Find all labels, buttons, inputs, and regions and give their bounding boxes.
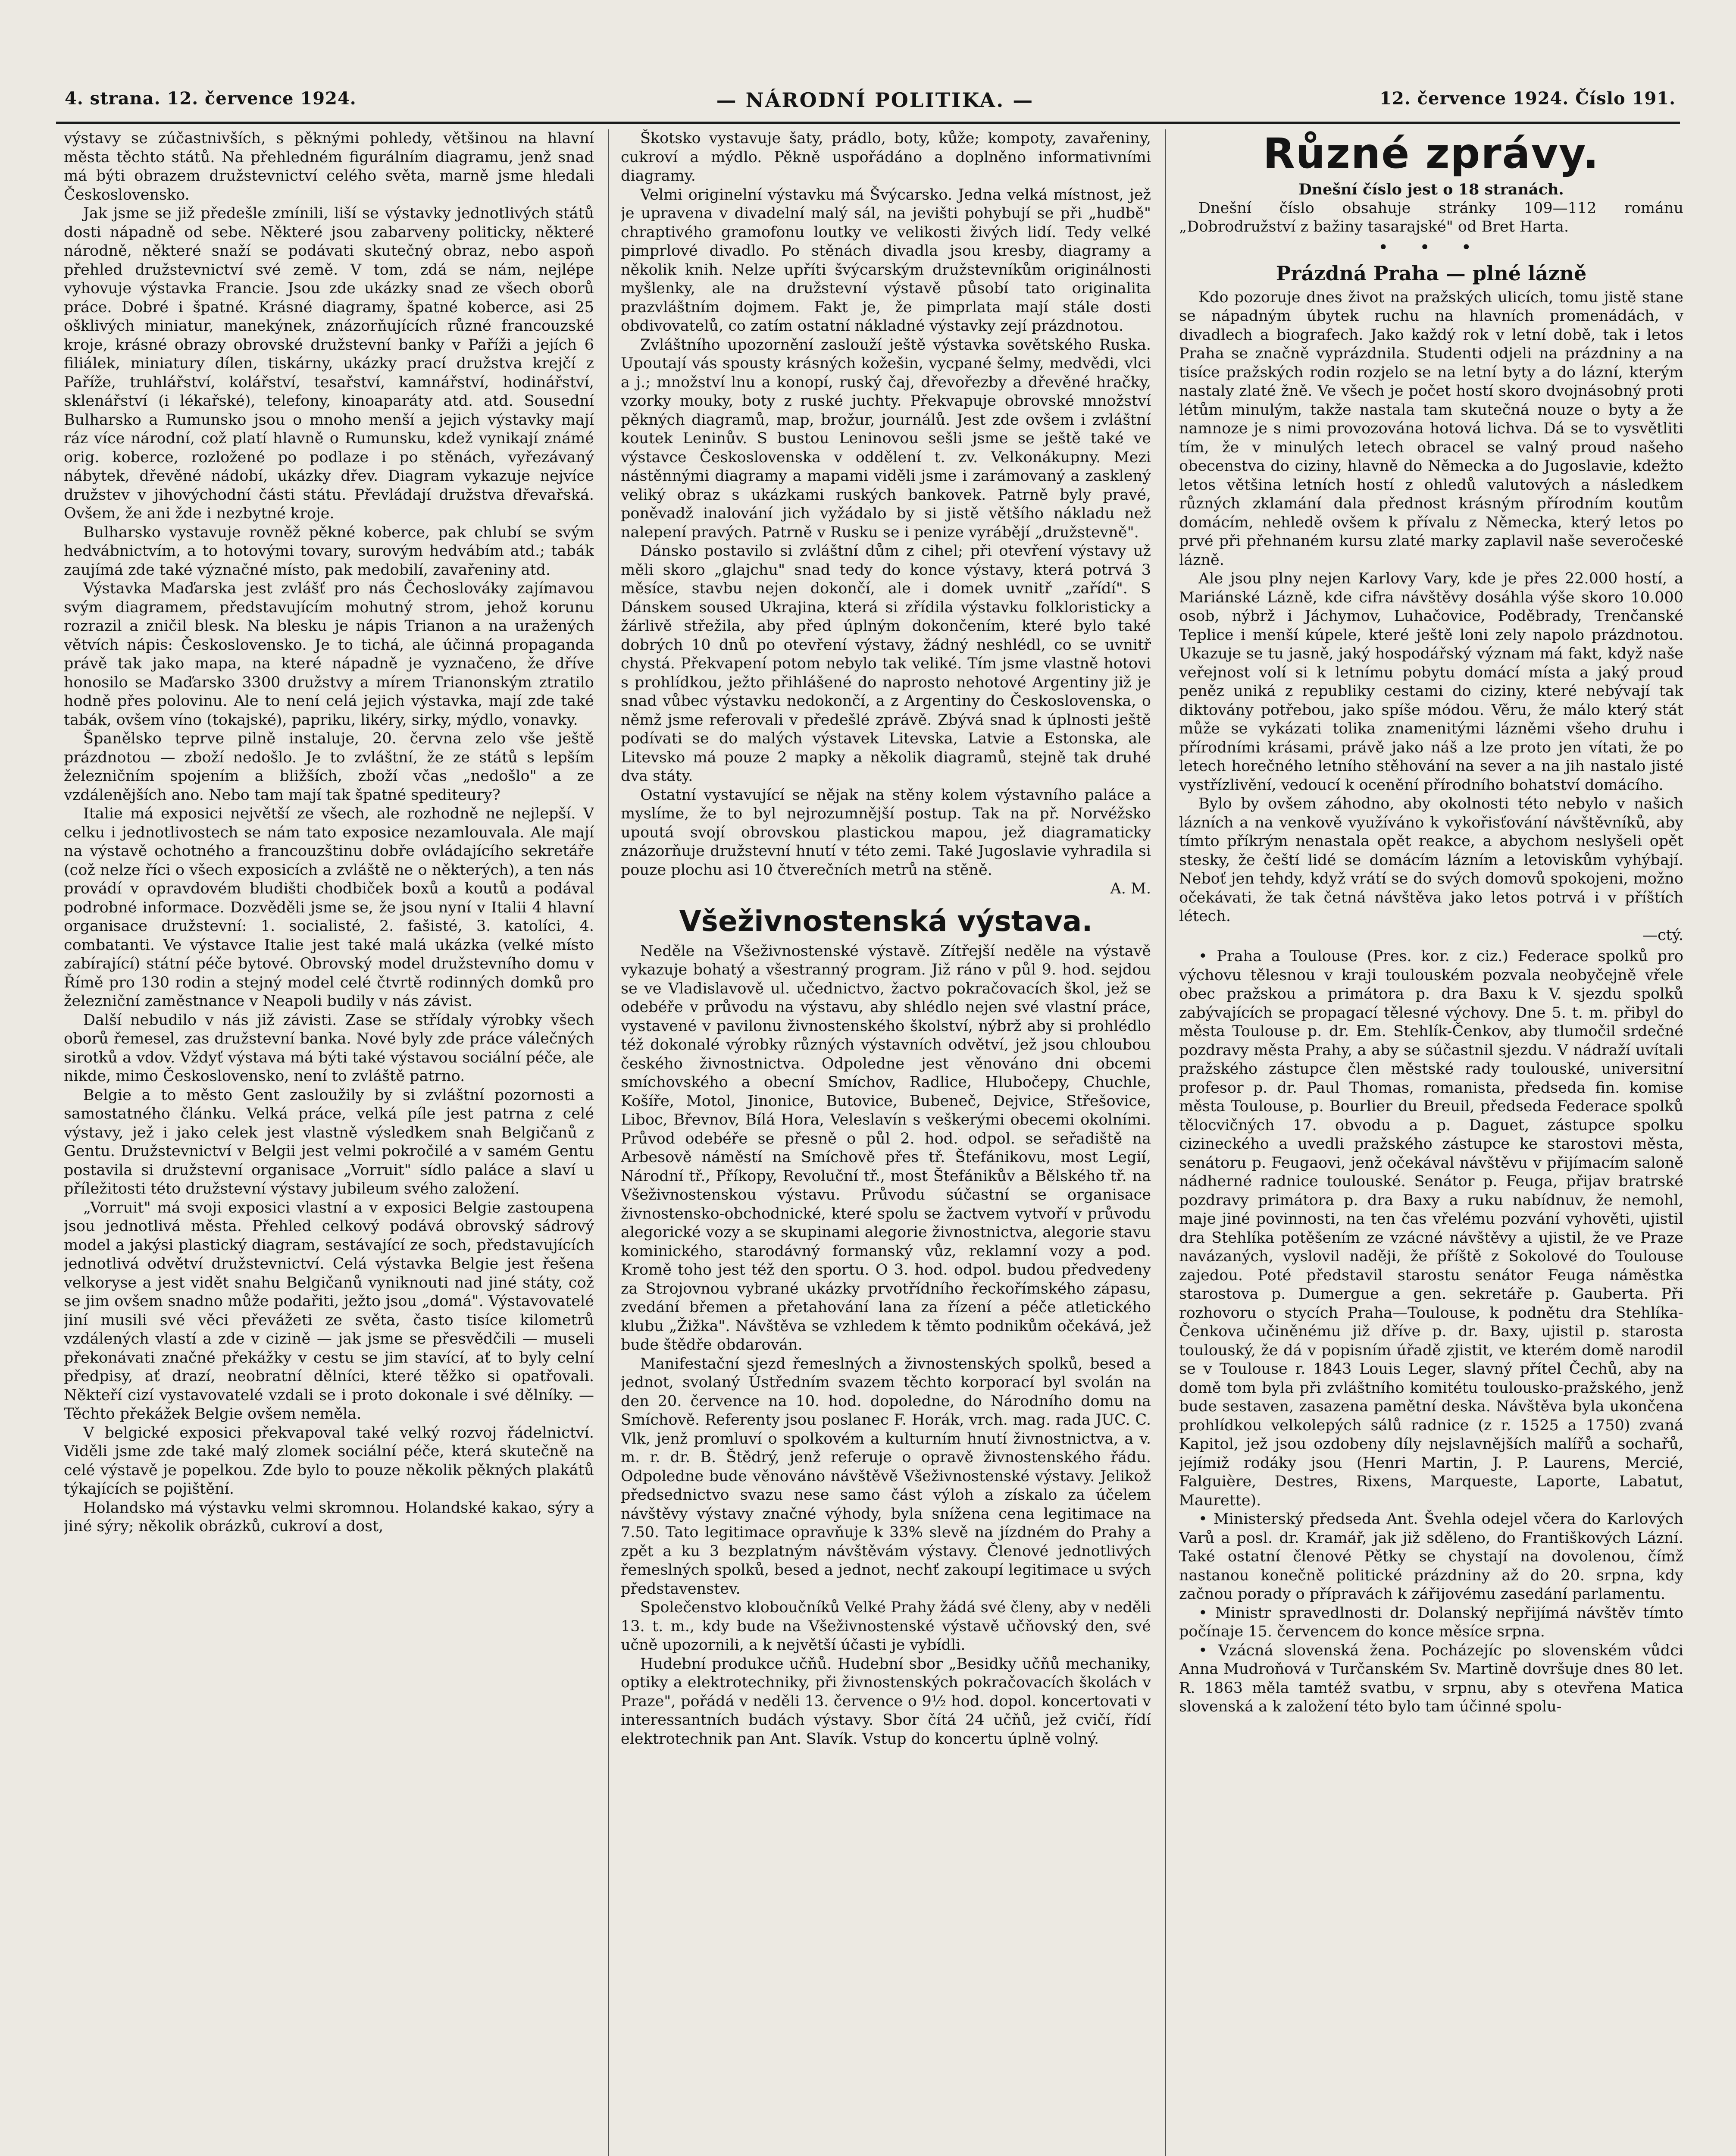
column-divider [1165, 129, 1166, 2156]
news-item: Manifestační sjezd řemeslných a živnostenských spolků, besed a jednot, svolaný Ústředním svazem těchto korporací byl svolán na den 20. července na 10. hod. dopoledne, do Národního domu na Smíchově. Referenty jsou poslanec F. Horák, vrch. mag. rada JUC. C. Vlk, jenž promluví o spolkovém a kulturním hnutí živnostnictva, a v. m. r. dr. B. Štědrý, jenž referuje o opravě živnostenského řádu. Odpoledne bude věnováno návštěvě Všeživnostenské výstavy. Jelikož předsednictvo svazu nese samo část výloh a získalo za účelem návštěvy výstavy značné výhody, byla snížena cena legitimace na 7.50. Tato legitimace opravňuje k 33% slevě na jízdném do Prahy a zpět a ku 3 bezplatným návštěvám výstavy. Členové jednotlivých řemeslných spolků, besed a jednot, nechť zakoupí legitimace u svých představenstev. [621, 1355, 1151, 1598]
header-left: 4. strana. 12. července 1924. [65, 88, 357, 109]
column-divider [608, 129, 609, 2156]
page-section-title: Různé zprávy. [1263, 129, 1600, 178]
news-item: • Ministr spravedlnosti dr. Dolanský nepřijímá návštěv tímto počínaje 15. červencem do konce měsíce srpna. [1179, 1604, 1683, 1640]
header-right: 12. července 1924. Číslo 191. [1379, 88, 1676, 109]
article-paragraph: Ostatní vystavující se nějak na stěny kolem výstavního paláce a myslíme, že to byl nejrozumnější postup. Tak na př. Norvéžsko upoutá svojí obrovskou plastickou mapou, jež diagramaticky znázorňuje družstevní hnutí v této zemi. Také Jugoslavie vyhradila si pouze plochu asi 10 čtverečních metrů na stěně. [621, 786, 1151, 879]
article-paragraph: Zvláštního upozornění zaslouží ještě výstavka sovětského Ruska. Upoutají vás spousty krásných kožešin, vycpané šelmy, medvědi, vlci a j.; množství lnu a konopí, ruský čaj, dřevořezby a dřevěné hračky, vzorky mouky, boty z ruské juchty. Překvapuje obrovské množství pěkných diagramů, map, brožur, journálů. Jest zde ovšem i zvláštní koutek Leninův. S bustou Leninovou sešli jsme se ještě také ve výstavce Československa v oddělení t. zv. Velkonákupny. Mezi nástěnnými diagramy a mapami viděli jsme i zarámovaný a zasklený veliký obraz s ukázkami ruských bankovek. Patrně byly pravé, poněvadž inalování jich vyžádalo by si jistě většího nákladu než nalepení pravých. Patrně v Rusku se i penize vyrábějí „družstevně". [621, 336, 1151, 541]
notice-text: Dnešní číslo obsahuje stránky 109—112 románu „Dobrodružství z bažiny tasarajské" od Bret Harta. [1179, 199, 1683, 235]
header-rule [56, 122, 1680, 124]
article-paragraph: výstavy se zúčastnivších, s pěknými pohledy, většinou na hlavní města těchto států. Na přehledném figurálním diagramu, jenž snad má býti obrazem družstevnictví celého světa, marně jsme hledali Československo. [64, 130, 594, 204]
news-item: • Vzácná slovenská žena. Pocházejíc po slovenském vůdci Anna Mudroňová v Turčanském Sv. Martině dovršuje dnes 80 let. R. 1863 měla tamtéž svatbu, v srpnu, aby s otevřena Matica slovenská a k založení této bylo tam účinné spolu- [1179, 1642, 1683, 1715]
article-signature: A. M. [1110, 880, 1151, 897]
article-signature: —ctý. [1642, 926, 1683, 944]
article-paragraph: Ale jsou plny nejen Karlovy Vary, kde je přes 22.000 hostí, a Mariánské Lázně, kde cifra návštěvy dosáhla výše skoro 10.000 osob, nýbrž i Jáchymov, Luhačovice, Poděbrady, Trenčanské Teplice i menší kúpele, které ještě loni zely napolo prázdnotou. Ukazuje se tu jasně, jaký hospodářský význam má fakt, když naše veřejnost volí si k letnímu pobytu domácí místa a jaký proud peněz uniká z republiky cestami do ciziny, které nebývají tak diktovány potřebou, jako spíše módou. Věru, že málo který stát může se vykázati tolika znamenitými lázněmi všeho druhu i přírodními krásami, právě jako náš a lze proto jen vítati, že po letech horečného letního stěhování na sever a na jih nastalo jisté vystřízlivění, vedoucí k ocenění přírodního bohatství domácího. [1179, 570, 1683, 794]
article-paragraph: Další nebudilo v nás již závisti. Zase se střídaly výrobky všech oborů řemesel, zas družstevní banka. Nové byly zde práce válečných sirotků a vdov. Vždyť výstava má býti také výstavou sociální péče, ale nikde, mimo Československo, není to zvláště patrno. [64, 1011, 594, 1085]
article-paragraph: Belgie a to město Gent zasloužily by si zvláštní pozornosti a samostatného článku. Velká práce, velká píle jest patrna z celé výstavy, jež i jako celek jest vlastně výsledkem snah Belgičanů z Gentu. Družstevnictví v Belgii jest velmi pokročilé a v samém Gentu postavila si družstevní organisace „Vorruit" sídlo paláce a slaví u příležitosti této družstevní výstavy jubileum svého založení. [64, 1086, 594, 1197]
article-paragraph: Škotsko vystavuje šaty, prádlo, boty, kůže; kompoty, zavařeniny, cukroví a mýdlo. Pěkně uspořádáno a doplněno informativními diagramy. [621, 130, 1151, 185]
article-paragraph: V belgické exposici překvapoval také velký rozvoj řádelnictví. Viděli jsme zde také malý zlomek sociální péče, která skutečně na celé výstavě je popelkou. Zde bylo to pouze několik pěkných plakátů týkajících se pojištění. [64, 1424, 594, 1498]
news-item: • Praha a Toulouse (Pres. kor. z ciz.) Federace spolků pro výchovu tělesnou v kraji toulouském pozvala neobyčejně vřele obec pražskou a primátora p. dra Baxu k V. sjezdu spolků zabývajících se propagací tělesné výchovy. Dne 5. t. m. přibyl do města Toulouse p. dr. Em. Stehlík-Čenkov, aby tlumočil srdečné pozdravy města Prahy, a aby se súčastnil sjezdu. V nádraží uvítali pražského zástupce člen městské rady toulouské, universitní profesor p. dr. Paul Thomas, romanista, předseda fin. komise města Toulouse, p. Bourlier du Breuil, předseda Federace spolků tělocvičných 17. obvodu a p. Daguet, zástupce spolku cizineckého a uvedli pražského zástupce ke starostovi města, senátoru p. Feugaovi, jenž očekával návštěvu v přijímacím saloně nádherné radnice toulouské. Senátor p. Feuga, přijav bratrské pozdravy primátora p. dra Baxy a ruku nabídnuv, že nemohl, maje jiné povinnosti, na ten čas vřelému pozvání vyhověti, ujistil dra Stehlíka potěšením ze vzácné návštěvy a ujistil, že ve Praze navázaných, vyslovil naději, že příště z Sokolové do Toulouse zajedou. Poté představil starostu senátor Feuga náměstka starostova p. Dumergue a gen. sekretáře p. Gauberta. Při rozhovoru o stycích Praha—Toulouse, k podnětu dra Stehlíka-Čenkova učiněnému již dříve p. dr. Baxy, ujistil p. starosta toulouský, že dá v popisním úřadě zjistit, ve kterém domě narodil se v Toulouse r. 1843 Louis Leger, slavný přítel Čechů, aby na domě tom byla při zvláštního komitétu toulousko-pražského, jenž bude sestaven, zasazena pamětní deska. Návštěva byla ukončena prohlídkou velkolepých sálů radnice (z r. 1525 a 1750) zvaná Kapitol, jež jsou ozdobeny díly nejslavnějších malířů a sochařů, jejímiž rodáky jsou (Henri Martin, J. P. Laurens, Mercié, Falguière, Destres, Rixens, Marqueste, Laporte, Labatut, Maurette). [1179, 948, 1683, 1509]
article-paragraph: Italie má exposici největší ze všech, ale rozhodně ne nejlepší. V celku i jednotlivostech se nám tato exposice nezamlouvala. Ale mají na výstavě ochotného a francouzštinu dobře ovládajícího sekretáře (což nelze říci o všech exposicích a zvláště ne o některých), a ten nás provádí v opravdovém bludišti chodbiček boxů a koutů a podával podrobné informace. Dozvěděli jsme se, že jsou nyní v Italii 4 hlavní organisace družstevní: 1. socialisté, 2. fašisté, 3. katolíci, 4. combatanti. Ve výstavce Italie jest také malá ukázka (velké místo zabírající) státní péče bytové. Obrovský model družstevního domu v Římě pro 130 rodin a stejný model celé čtvrtě rodinných domků pro železniční zaměstnance v Neapoli budily v nás závist. [64, 805, 594, 1010]
news-item: Hudební produkce učňů. Hudební sbor „Besidky učňů mechaniky, optiky a elektrotechniky, při živnostenských pokračovacích školách v Praze", pořádá v neděli 13. července o 9½ hod. dopol. koncertovati v interessantních budách výstavy. Sbor čítá 24 učňů, jež cvičí, řídí elektrotechnik pan Ant. Slavík. Vstup do koncertu úplně volný. [621, 1655, 1151, 1748]
article-paragraph: Dánsko postavilo si zvláštní dům z cihel; při otevření výstavy už měli skoro „glajchu" snad tedy do konce výstavy, která potrvá 3 měsíce, stavbu nejen dokončí, ale i domek uvnitř „zařídí". S Dánskem soused Ukrajina, která si zřídila výstavku folkloristicky a žárlivě střežila, aby před úplným dokončením, které bylo také dobrých 10 dnů po otevření výstavy, žádný neshlédl, co se uvnitř chystá. Překvapení potom nebylo tak veliké. Tím jsme vlastně hotovi s prohlídkou, ježto přihlášené do naprosto nehotové Argentiny již je snad vůbec výstavku nedokončí, a z Argentiny do Československa, o němž jsme referovali v předešlé zprávě. Zbývá snad k úplnosti ještě podívati se do malých výstavek Litevska, Latvie a Estonska, ale Litevsko má pouze 2 mapky a několik diagramů, stejně tak druhé dva státy. [621, 542, 1151, 785]
article-paragraph: Bylo by ovšem záhodno, aby okolnosti této nebylo v našich lázních a na venkově využíváno k vykořisťování návštěvníků, aby tímto příkrým nenastala opět reakce, a abychom neslyšeli opět stesky, že čeští lidé se domácím lázním a letoviskům vyhýbají. Neboť jen tehdy, když vrátí se do svých domovů spokojeni, možno očekávati, že tak četná návštěva jako letos potrvá i v příštích létech. [1179, 795, 1683, 925]
article-paragraph: Bulharsko vystavuje rovněž pěkné koberce, pak chlubí se svým hedvábnictvím, a to hotovými tovary, surovým hedvábím atd.; tabák zaujímá zde také význačné místo, pak medobilí, zavařeniny atd. [64, 523, 594, 579]
news-item: Společenstvo kloboučníků Velké Prahy žádá své členy, aby v neděli 13. t. m., kdy bude na Všeživnostenské výstavě učňovský den, své učně upozornili, a k největší účasti je vybídli. [621, 1599, 1151, 1654]
notice-heading: Dnešní číslo jest o 18 stranách. [1298, 181, 1564, 198]
column-2 [621, 129, 1151, 2156]
news-item: Neděle na Všeživnostenské výstavě. Zítřejší neděle na výstavě vykazuje bohatý a všestranný program. Již ráno v půl 9. hod. sejdou se ve Vladislavově ul. učednictvo, žactvo pokračovacích škol, jež se odebéře v průvodu na výstavu, aby shlédlo nejen své vlastní práce, vystavené v pavilonu živnostenského školství, nýbrž aby si prohlédlo též dokonalé výrobky různých výstavních odvětví, jež jsou chloubou českého živnostnictva. Odpoledne jest věnováno dni obcemi smíchovského a obecní Smíchov, Radlice, Hlubočepy, Chuchle, Košíře, Motol, Jinonice, Butovice, Bubeneč, Dejvice, Střešovice, Liboc, Břevnov, Bílá Hora, Veleslavín s veškerými obecemi okolními. Průvod odebéře se přesně o půl 2. hod. odpol. se seřadiště na Arbesově náměstí na Smíchově přes tř. Štefánikovu, most Legií, Národní tř., Příkopy, Revoluční tř., most Štefánikův a Bělského tř. na Všeživnostenskou výstavu. Průvodu súčastní se organisace živnostensko-obchodnické, které spolu se žactvem vytvoří v průvodu alegorické vozy a se skupinami alegorie živnostnictva, alegorie stavu kominického, starodávný formanský vůz, reklamní vozy a pod. Kromě toho jest též den sportu. O 3. hod. odpol. budou předvedeny za Strojovnou vybrané ukázky prvotřídního řeckořímského zápasu, zvedání břemen a přetahování lana za řízení a péče atletického klubu „Žižka". Návštěva se vzhledem k těmto podnikům očekává, jež bude štědře obdarován. [621, 942, 1151, 1354]
separator-dots: • • • [1378, 237, 1485, 257]
article-paragraph: Výstavka Maďarska jest zvlášť pro nás Čechoslováky zajímavou svým diagramem, představujícím mohutný strom, jehož korunu rozrazil a zničil blesk. Na blesku je nápis Trianon a na uražených větvích nápis: Československo. Je to tichá, ale účinná propaganda právě tak jako mapa, na které nápadně je vyznačeno, že dříve honosilo se Maďarsko 3300 družstvy a mírem Trianonským ztratilo hodně přes polovinu. Ale to není celá jejich výstavka, mají zde také tabák, ovšem víno (tokajské), papriku, likéry, sirky, mýdlo, vonavky. [64, 580, 594, 729]
masthead: — NÁRODNÍ POLITIKA. — [716, 88, 1034, 112]
section-title: Všeživnostenská výstava. [679, 904, 1093, 938]
article-paragraph: Jak jsme se již předešle zmínili, liší se výstavky jednotlivých států dosti nápadně od sebe. Některé jsou zabarveny politicky, některé národně, některé snaží se podávati skutečný obraz, nebo aspoň přehled družstevnictví své země. V tom, zdá se nám, nejlépe vyhovuje výstavka Francie. Jsou zde ukázky snad ze všech oborů práce. Dobré i špatné. Krásné diagramy, špatné koberce, asi 25 ošklivých miniatur, manekýnek, znázorňujících různé francouzské kroje, krásné obrazy obrovské družstevní banky v Paříži a jejích 6 filiálek, miniatury dílen, tiskárny, ukázky prací družstva krejčí z Paříže, truhlářství, kolářství, tesařství, kamnářství, hodinářství, sklenářství (i lékařské), telefony, kinoaparáty atd. atd. Sousední Bulharsko a Rumunsko jsou o mnoho menší a jejich výstavky mají ráz více národní, což platí hlavně o Rumunsku, kdež vynikají známé orig. koberce, rozložené po podlaze i po stěnách, vyřezávaný nábytek, dřevěné nádobí, ukázky dřev. Diagram vykazuje nejvíce družstev v jihovýchodní části státu. Převládají družstva dřevařská. Ovšem, že ani žde i nezbytné kroje. [64, 205, 594, 522]
article-paragraph: Holandsko má výstavku velmi skromnou. Holandské kakao, sýry a jiné sýry; několik obrázků, cukroví a dost, [64, 1499, 594, 1535]
article-paragraph: Španělsko teprve pilně instaluje, 20. června zelo vše ještě prázdnotou — zboží nedošlo. Je to zvláštní, že ze států s lepším železničním spojením a bližších, zboží včas „nedošlo" a ze vzdálenějších ano. Nebo tam mají tak špatné spediteury? [64, 730, 594, 804]
column-3 [1179, 129, 1683, 2156]
article-paragraph: Velmi originelní výstavku má Švýcarsko. Jedna velká místnost, jež je upravena v divadelní malý sál, na jevišti pohybují se při „hudbě" chraptivého gramofonu loutky ve velikosti živých lidí. Tedy velké pimprlové divadlo. Po stěnách divadla jsou kresby, diagramy a několik knih. Nelze upříti švýcarským družstevníkům originálnosti myšlenky, ale na družstevní výstavě působí tato originalita prazvláštním dojmem. Fakt je, že pimprlata mají stále dosti obdivovatelů, co zatím ostatní nákladné výstavky zejí prázdnotou. [621, 186, 1151, 335]
news-item: • Ministerský předseda Ant. Švehla odejel včera do Karlových Varů a posl. dr. Kramář, jak již sděleno, do Františkových Lázní. Také ostatní členové Pětky se chystají na dovolenou, čímž nastanou konečně politické prázdniny až do 20. srpna, kdy začnou porady o přípravách k zářijovému zasedání parlamentu. [1179, 1510, 1683, 1603]
column-1 [64, 129, 594, 2156]
article-paragraph: Kdo pozoruje dnes život na pražských ulicích, tomu jistě stane se nápadným úbytek ruchu na hlavních promenádách, v divadlech a biografech. Jako každý rok v letní době, tak i letos Praha se značně vyprázdnila. Studenti odjeli na prázdniny a na tisíce pražských rodin rozjelo se na letní byty a do lázní, kterým nastaly zlaté žně. Ve všech je počet hostí skoro dvojnásobný proti létům minulým, takže nastala tam skutečná nouze o byty a že namnoze je s nimi provozována hotová lichva. Dá se to vysvětliti tím, že v minulých letech obracel se valný proud našeho obecenstva do ciziny, hlavně do Německa a do Jugoslavie, kdežto letos většina letních hostí z ohledů valutových a následkem různých zklamání dala přednost krásným přírodním koutům domácím, nehledě ovšem k přívalu z Německa, který letos po prvé při přehnaném kursu zlaté marky zaplavil naše severočeské lázně. [1179, 288, 1683, 569]
article-paragraph: „Vorruit" má svoji exposici vlastní a v exposici Belgie zastoupena jsou jednotlivá města. Přehled celkový podává obrovský sádrový model a jakýsi plastický diagram, sestávající ze soch, představujících jednotlivá odvětví družstevnictví. Celá výstavka Belgie jest řešena velkoryse a jest vidět snahu Belgičanů vyniknouti nad jiné státy, což se jim ovšem snadno může podařiti, ježto jsou „domá". Výstavovatelé jiní musili své věci převážeti ze světa, často tisíce kilometrů vzdálených vlastí a zde v cizině — jak jsme se přesvědčili — museli překonávati značné překážky v cestu se jim stavící, ať to byly celní předpisy, ať drazí, neobratní dělníci, které těžko si opatřovali. Někteří cizí vystavovatelé vzdali se i proto dokonale i své dělníky. — Těchto překážek Belgie ovšem neměla. [64, 1199, 594, 1423]
article-title: Prázdná Praha — plné lázně [1276, 261, 1587, 285]
